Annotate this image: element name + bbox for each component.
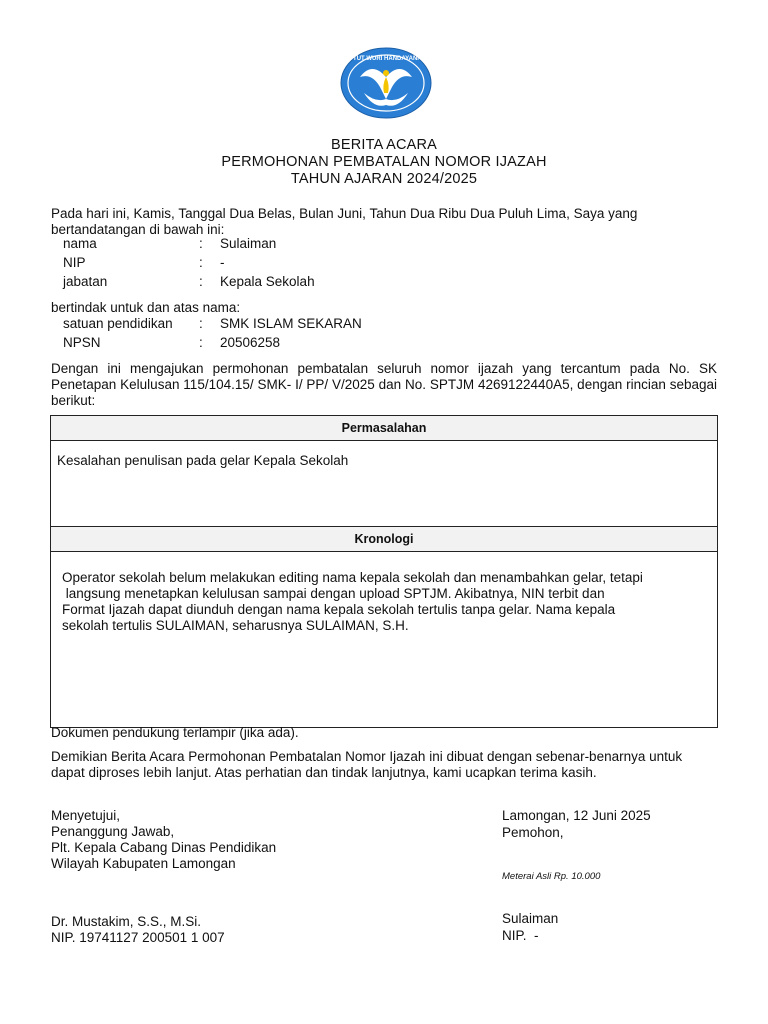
problem-cell: Kesalahan penulisan pada gelar Kepala Sekolah [51,441,718,527]
field-value: 20506258 [220,335,281,350]
signer-fields [0,236,768,296]
field-label: NIP [63,255,86,270]
left-signer-nip: NIP. 19741127 200501 1 007 [51,930,225,945]
on-behalf-text: bertindak untuk dan atas nama: [51,300,241,315]
responsible-label: Penanggung Jawab, [51,824,175,839]
chronology-header: Kronologi [51,527,718,552]
closing-paragraph: Demikian Berita Acara Permohonan Pembatalan Nomor Ijazah ini dibuat dengan sebenar-benarnya untuk dapat diproses lebih lanjut. Atas perhatian dan tindak lanjutnya, kami ucapkan terima kasih. [51,749,683,780]
chronology-line: Operator sekolah belum melakukan editing nama kepala sekolah dan menambahkan gelar, tetapi [62,570,643,585]
field-colon: : [199,255,203,270]
right-signer-nip: NIP. - [502,928,539,943]
field-colon: : [199,335,203,350]
document-title: BERITA ACARA [330,137,438,153]
field-value: Sulaiman [220,236,277,251]
stamp-duty-note: Meterai Asli Rp. 10.000 [502,871,601,882]
official-region: Wilayah Kabupaten Lamongan [51,856,236,871]
field-label: jabatan [63,274,108,289]
right-place-date: Lamongan, 12 Juni 2025 [502,808,651,823]
svg-text:TUT WURI HANDAYANI: TUT WURI HANDAYANI [353,56,419,62]
official-title: Plt. Kepala Cabang Dinas Pendidikan [51,840,277,855]
field-colon: : [199,316,203,331]
left-signer-name: Dr. Mustakim, S.S., M.Si. [51,914,202,929]
academic-year: TAHUN AJARAN 2024/2025 [290,171,478,187]
document-subtitle: PERMOHONAN PEMBATALAN NOMOR IJAZAH [221,154,547,170]
field-label: nama [63,236,97,251]
field-value: - [220,255,225,270]
right-signer-name: Sulaiman [502,911,559,926]
field-label: satuan pendidikan [63,316,173,331]
approval-label: Menyetujui, [51,808,121,823]
left-signature-block [51,808,276,872]
chronology-line: Format Ijazah dapat diunduh dengan nama kepala sekolah tertulis tanpa gelar. Nama kepala [62,602,616,617]
field-colon: : [199,236,203,251]
school-fields [0,316,768,356]
right-role: Pemohon, [502,825,564,840]
field-value: SMK ISLAM SEKARAN [220,316,362,331]
chronology-line: langsung menetapkan kelulusan sampai dengan upload SPTJM. Akibatnya, NIN terbit dan [62,586,605,601]
chronology-cell [51,552,718,728]
field-value: Kepala Sekolah [220,274,315,289]
request-paragraph: Dengan ini mengajukan permohonan pembatalan seluruh nomor ijazah yang tercantum pada No. SK Penetapan Kelulusan 115/104.15/ SMK- I/ PP/ V/2025 dan No. SPTJM 4269122440A5, dengan rincian sebagai berikut: [51,361,717,408]
intro-paragraph: Pada hari ini, Kamis, Tanggal Dua Belas, Bulan Juni, Tahun Dua Ribu Dua Puluh Lima, Saya yang bertandatangan di bawah ini: [51,206,638,237]
problem-header: Permasalahan [51,416,718,441]
field-colon: : [199,274,203,289]
details-table [50,415,718,728]
tut-wuri-handayani-logo [340,47,432,119]
field-label: NPSN [63,335,101,350]
chronology-line: sekolah tertulis SULAIMAN, seharusnya SULAIMAN, S.H. [62,618,409,633]
attachment-note: Dokumen pendukung terlampir (jika ada). [51,725,299,740]
